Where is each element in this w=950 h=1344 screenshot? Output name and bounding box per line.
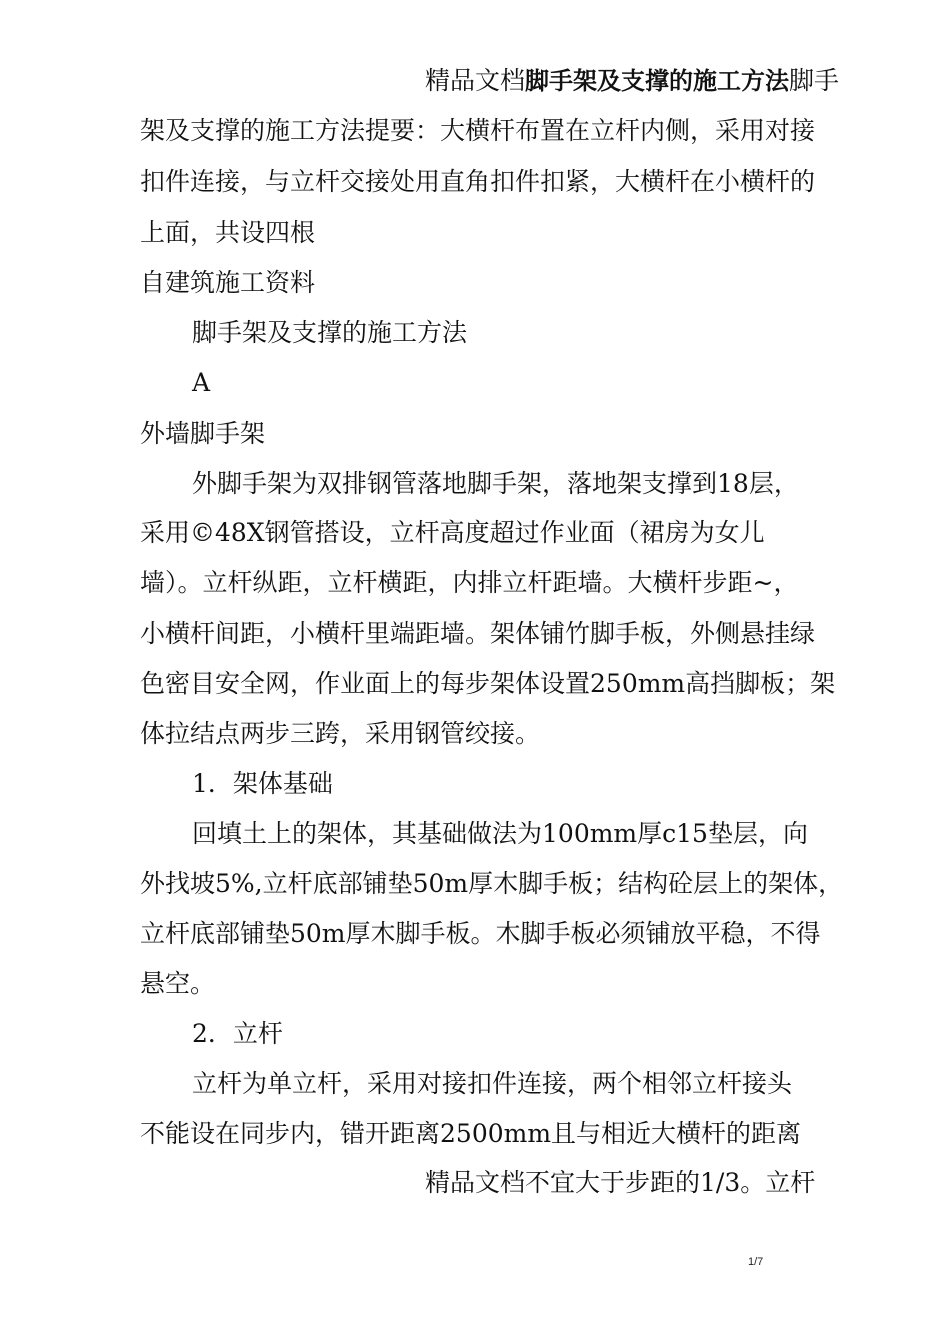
text-line-1: 架及支撑的施工方法提要：大横杆布置在立杆内侧，采用对接 bbox=[140, 116, 816, 145]
text-line-10: 墙）。立杆纵距，立杆横距，内排立杆距墙。大横杆步距~， bbox=[140, 568, 799, 597]
heading-2: 2．立杆 bbox=[192, 1019, 283, 1048]
heading-1: 1．架体基础 bbox=[192, 769, 333, 798]
section-letter: A bbox=[192, 368, 211, 397]
text-line-9: 采用©48X钢管搭设，立杆高度超过作业面（裙房为女儿 bbox=[140, 518, 765, 547]
subsection-title: 外墙脚手架 bbox=[140, 419, 266, 448]
text-line-18: 悬空。 bbox=[140, 969, 216, 998]
text-line-12: 色密目安全网，作业面上的每步架体设置250mm高挡脚板；架 bbox=[140, 669, 836, 698]
text-line-3: 上面，共设四根 bbox=[140, 218, 316, 247]
text-line-20: 立杆为单立杆，采用对接扣件连接，两个相邻立杆接头 bbox=[192, 1069, 793, 1098]
text-line-13: 体拉结点两步三跨，采用钢管绞接。 bbox=[140, 719, 541, 748]
header-title: 脚手架及支撑的施工方法 bbox=[525, 67, 790, 95]
text-line-15: 回填土上的架体，其基础做法为100mm厚c15垫层，向 bbox=[192, 819, 808, 848]
section-title: 脚手架及支撑的施工方法 bbox=[192, 318, 468, 347]
text-line-16: 外找坡5%,立杆底部铺垫50m厚木脚手板；结构砼层上的架体， bbox=[140, 869, 844, 898]
footer-text-line: 精品文档不宜大于步距的1/3。立杆 bbox=[425, 1168, 816, 1197]
source-line: 自建筑施工资料 bbox=[140, 268, 316, 297]
header-line bbox=[425, 66, 839, 96]
header-suffix: 脚手 bbox=[789, 66, 840, 95]
text-line-17: 立杆底部铺垫50m厚木脚手板。木脚手板必须铺放平稳，不得 bbox=[140, 919, 821, 948]
text-line-2: 扣件连接，与立杆交接处用直角扣件扣紧，大横杆在小横杆的 bbox=[140, 167, 816, 196]
header-prefix: 精品文档 bbox=[425, 66, 526, 95]
text-line-11: 小横杆间距，小横杆里端距墙。架体铺竹脚手板，外侧悬挂绿 bbox=[140, 619, 816, 648]
text-line-21: 不能设在同步内，错开距离2500mm且与相近大横杆的距离 bbox=[140, 1119, 802, 1148]
text-line-8: 外脚手架为双排钢管落地脚手架，落地架支撑到18层， bbox=[192, 469, 799, 498]
page-number: 1/7 bbox=[748, 1256, 764, 1268]
